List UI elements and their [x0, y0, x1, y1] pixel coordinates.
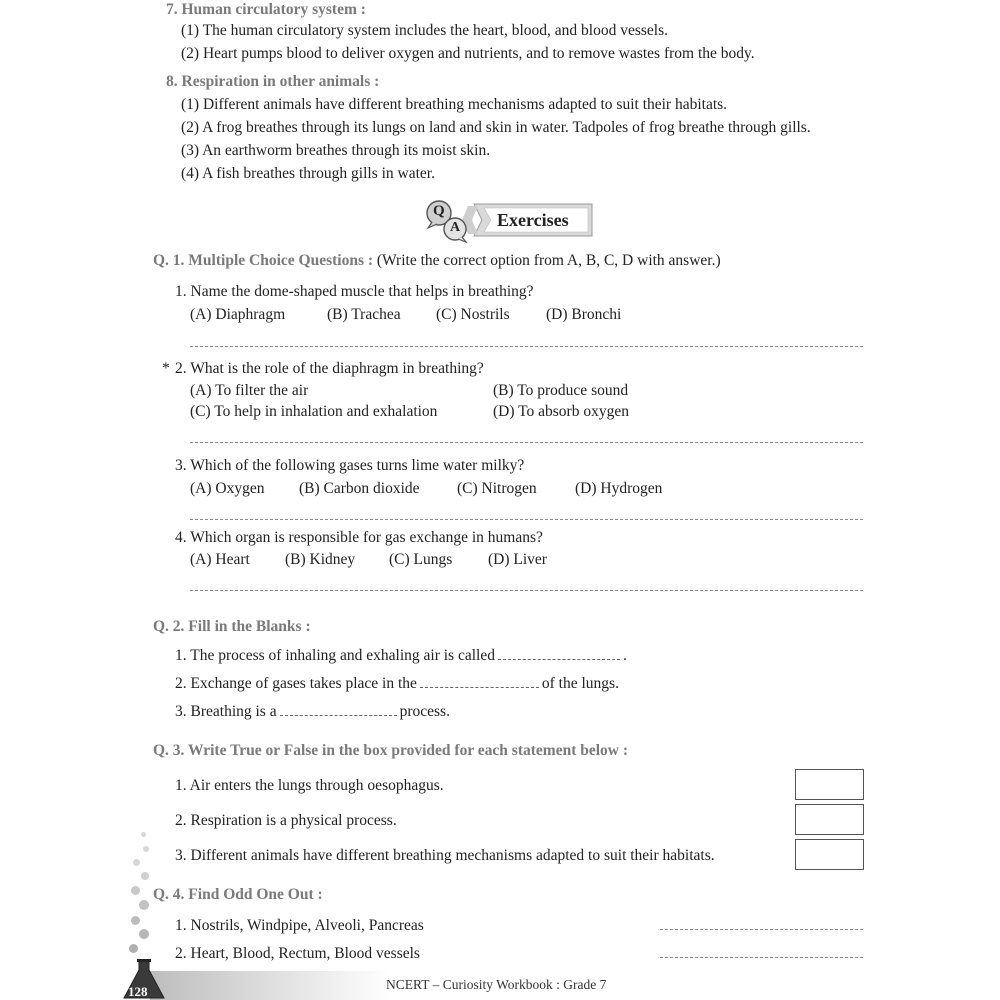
q1-heading: Q. 1. Multiple Choice Questions : (Write the correct option from A, B, C, D with answer.): [153, 252, 721, 269]
q3-statement-2: 2. Respiration is a physical process.: [175, 812, 397, 829]
footer-book-title: NCERT – Curiosity Workbook : Grade 7: [386, 977, 607, 992]
q3-answer-box-2[interactable]: [795, 804, 864, 835]
q1-4-answer-line[interactable]: [190, 590, 863, 591]
section-7-item-1: (1) The human circulatory system includes the heart, blood, and blood vessels.: [181, 22, 668, 39]
q1-4-option-b: (B) Kidney: [285, 551, 356, 568]
q4-2-answer-line[interactable]: [660, 957, 863, 958]
page-number: 128: [128, 984, 148, 999]
q1-1-option-b: (B) Trachea: [327, 306, 401, 323]
footer-bar: [150, 971, 390, 1000]
section-7-item-2: (2) Heart pumps blood to deliver oxygen and nutrients, and to remove wastes from the body.: [181, 45, 755, 62]
q1-question-3: 3. Which of the following gases turns lime water milky?: [175, 457, 525, 474]
q2-3-blank[interactable]: [280, 715, 397, 716]
q2-1-blank[interactable]: [498, 659, 620, 660]
q1-2-option-c: (C) To help in inhalation and exhalation: [190, 403, 438, 420]
q2-heading: Q. 2. Fill in the Blanks :: [153, 618, 311, 635]
section-8-item-2: (2) A frog breathes through its lungs on land and skin in water. Tadpoles of frog breathe through gills.: [181, 119, 811, 136]
q1-1-option-d: (D) Bronchi: [546, 306, 622, 323]
qa-bubble-q: Q: [433, 203, 445, 219]
q1-3-option-a: (A) Oxygen: [190, 480, 265, 497]
q1-3-option-d: (D) Hydrogen: [575, 480, 663, 497]
section-7-title: 7. Human circulatory system :: [166, 1, 366, 18]
q3-statement-3: 3. Different animals have different breathing mechanisms adapted to suit their habitats.: [175, 847, 715, 864]
q1-3-answer-line[interactable]: [190, 519, 863, 520]
q1-1-option-a: (A) Diaphragm: [190, 306, 286, 323]
q1-4-option-c: (C) Lungs: [389, 551, 453, 568]
q4-item-1: 1. Nostrils, Windpipe, Alveoli, Pancreas: [175, 917, 424, 934]
q1-4-option-a: (A) Heart: [190, 551, 250, 568]
section-8-item-4: (4) A fish breathes through gills in water.: [181, 165, 435, 182]
q4-item-2: 2. Heart, Blood, Rectum, Blood vessels: [175, 945, 420, 962]
q1-4-option-d: (D) Liver: [488, 551, 547, 568]
section-8-item-1: (1) Different animals have different breathing mechanisms adapted to suit their habitats.: [181, 96, 728, 113]
exercises-title: Exercises: [497, 210, 569, 230]
q3-heading: Q. 3. Write True or False in the box provided for each statement below :: [153, 742, 629, 759]
q2-item-3: 3. Breathing is a process.: [175, 703, 450, 720]
q2-2-blank[interactable]: [420, 687, 539, 688]
qa-bubble-a: A: [450, 220, 461, 235]
q1-question-1: 1. Name the dome-shaped muscle that helps in breathing?: [175, 283, 534, 300]
q1-3-option-b: (B) Carbon dioxide: [299, 480, 420, 497]
q4-1-answer-line[interactable]: [660, 929, 863, 930]
q1-2-answer-line[interactable]: [190, 442, 863, 443]
q1-1-option-c: (C) Nostrils: [436, 306, 510, 323]
q1-3-option-c: (C) Nitrogen: [457, 480, 537, 497]
section-8-item-3: (3) An earthworm breathes through its moist skin.: [181, 142, 491, 159]
q1-2-option-d: (D) To absorb oxygen: [493, 403, 629, 420]
exercises-banner: [424, 198, 596, 244]
q1-2-option-a: (A) To filter the air: [190, 382, 309, 399]
q1-question-4: 4. Which organ is responsible for gas exchange in humans?: [175, 529, 543, 546]
q3-statement-1: 1. Air enters the lungs through oesophagus.: [175, 777, 444, 794]
q1-2-option-b: (B) To produce sound: [493, 382, 629, 399]
q3-answer-box-1[interactable]: [795, 769, 864, 800]
q3-answer-box-3[interactable]: [795, 839, 864, 870]
q4-heading: Q. 4. Find Odd One Out :: [153, 886, 323, 903]
q1-question-2-star: *: [162, 360, 170, 377]
section-8-title: 8. Respiration in other animals :: [166, 73, 380, 90]
q1-1-answer-line[interactable]: [190, 346, 863, 347]
q2-item-1: 1. The process of inhaling and exhaling air is called .: [175, 647, 627, 664]
q2-item-2: 2. Exchange of gases takes place in the of the lungs.: [175, 675, 619, 692]
q1-question-2: 2. What is the role of the diaphragm in breathing?: [175, 360, 484, 377]
